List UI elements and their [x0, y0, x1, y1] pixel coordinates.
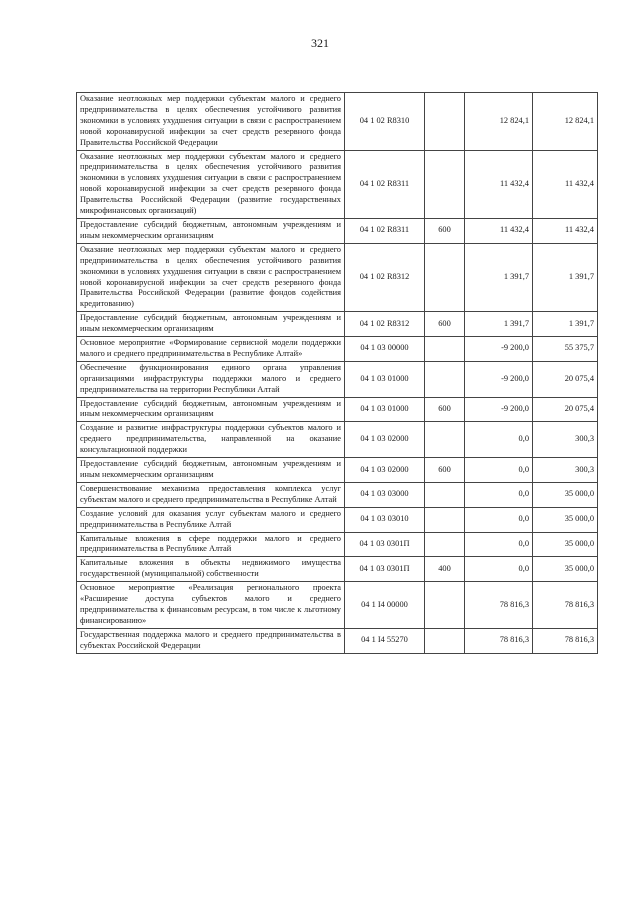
row-change-amount-cell: -9 200,0 [465, 361, 533, 397]
row-name-cell: Обеспечение функционирования единого органа управления организациями инфраструктуры поддержки малого и среднего предпринимательства на территории Республики Алтай [77, 361, 345, 397]
row-change-amount-cell: 0,0 [465, 482, 533, 507]
row-total-amount-cell: 12 824,1 [533, 93, 598, 151]
row-name-cell: Основное мероприятие «Формирование сервисной модели поддержки малого и среднего предпринимательства в Республике Алтай» [77, 337, 345, 362]
row-name-cell: Создание и развитие инфраструктуры поддержки субъектов малого и среднего предпринимательства, направленной на оказание консультационной поддержки [77, 422, 345, 458]
row-total-amount-cell: 1 391,7 [533, 243, 598, 311]
row-name-cell: Капитальные вложения в объекты недвижимого имущества государственной (муниципальной) собственности [77, 557, 345, 582]
row-name-cell: Государственная поддержка малого и среднего предпринимательства в субъектах Российской Федерации [77, 628, 345, 653]
row-name-cell: Создание условий для оказания услуг субъектам малого и среднего предпринимательства в Республике Алтай [77, 507, 345, 532]
row-expense-type-cell: 600 [425, 458, 465, 483]
row-name-cell: Предоставление субсидий бюджетным, автономным учреждениям и иным некоммерческим организациям [77, 458, 345, 483]
row-code-cell: 04 1 02 R8312 [345, 243, 425, 311]
row-expense-type-cell: 600 [425, 312, 465, 337]
row-code-cell: 04 1 03 00000 [345, 337, 425, 362]
table-row [77, 482, 598, 507]
row-expense-type-cell [425, 337, 465, 362]
row-code-cell: 04 1 03 0301П [345, 557, 425, 582]
row-name-cell: Основное мероприятие «Реализация регионального проекта «Расширение доступа субъектов малого и среднего предпринимательства к финансовым ресурсам, в том числе к льготному финансированию» [77, 582, 345, 629]
row-expense-type-cell [425, 507, 465, 532]
row-total-amount-cell: 20 075,4 [533, 361, 598, 397]
row-total-amount-cell: 55 375,7 [533, 337, 598, 362]
table-row [77, 337, 598, 362]
row-expense-type-cell [425, 482, 465, 507]
table-row [77, 582, 598, 629]
row-change-amount-cell: -9 200,0 [465, 337, 533, 362]
row-total-amount-cell: 11 432,4 [533, 150, 598, 218]
table-row [77, 93, 598, 151]
row-total-amount-cell: 11 432,4 [533, 218, 598, 243]
row-change-amount-cell: 0,0 [465, 532, 533, 557]
row-total-amount-cell: 35 000,0 [533, 482, 598, 507]
row-change-amount-cell: 78 816,3 [465, 582, 533, 629]
row-name-cell: Предоставление субсидий бюджетным, автономным учреждениям и иным некоммерческим организациям [77, 397, 345, 422]
row-code-cell: 04 1 03 03000 [345, 482, 425, 507]
page-number: 321 [311, 36, 329, 50]
row-change-amount-cell: 0,0 [465, 557, 533, 582]
row-code-cell: 04 1 I4 00000 [345, 582, 425, 629]
row-name-cell: Предоставление субсидий бюджетным, автономным учреждениям и иным некоммерческим организациям [77, 312, 345, 337]
row-change-amount-cell: 0,0 [465, 507, 533, 532]
row-total-amount-cell: 78 816,3 [533, 628, 598, 653]
row-expense-type-cell: 600 [425, 218, 465, 243]
row-change-amount-cell: -9 200,0 [465, 397, 533, 422]
budget-table-body [77, 93, 598, 654]
row-expense-type-cell [425, 422, 465, 458]
row-total-amount-cell: 1 391,7 [533, 312, 598, 337]
row-name-cell: Оказание неотложных мер поддержки субъектам малого и среднего предпринимательства в целях обеспечения устойчивого развития экономики в условиях ухудшения ситуации в связи с распространением новой коронавирусной инфекции за счет средств резервного фонда Правительства Российской Федерации (развитие государственных микрофинансовых организаций) [77, 150, 345, 218]
row-total-amount-cell: 20 075,4 [533, 397, 598, 422]
row-name-cell: Оказание неотложных мер поддержки субъектам малого и среднего предпринимательства в целях обеспечения устойчивого развития экономики в условиях ухудшения ситуации в связи с распространением новой коронавирусной инфекции за счет средств резервного фонда Правительства Российской Федерации (развитие фондов содействия кредитованию) [77, 243, 345, 311]
row-expense-type-cell [425, 150, 465, 218]
row-total-amount-cell: 300,3 [533, 422, 598, 458]
row-change-amount-cell: 11 432,4 [465, 150, 533, 218]
row-total-amount-cell: 35 000,0 [533, 507, 598, 532]
row-expense-type-cell [425, 93, 465, 151]
row-name-cell: Совершенствование механизма предоставления комплекса услуг субъектам малого и среднего предпринимательства в Республике Алтай [77, 482, 345, 507]
row-total-amount-cell: 300,3 [533, 458, 598, 483]
budget-table [76, 92, 598, 654]
table-row [77, 312, 598, 337]
row-code-cell: 04 1 02 R8311 [345, 218, 425, 243]
row-total-amount-cell: 35 000,0 [533, 557, 598, 582]
table-row [77, 397, 598, 422]
row-code-cell: 04 1 03 01000 [345, 361, 425, 397]
row-change-amount-cell: 1 391,7 [465, 312, 533, 337]
row-expense-type-cell [425, 628, 465, 653]
row-expense-type-cell: 400 [425, 557, 465, 582]
table-row [77, 458, 598, 483]
row-code-cell: 04 1 02 R8312 [345, 312, 425, 337]
row-change-amount-cell: 1 391,7 [465, 243, 533, 311]
row-change-amount-cell: 11 432,4 [465, 218, 533, 243]
table-row [77, 243, 598, 311]
row-code-cell: 04 1 I4 55270 [345, 628, 425, 653]
row-expense-type-cell [425, 243, 465, 311]
row-expense-type-cell [425, 582, 465, 629]
row-name-cell: Капитальные вложения в сфере поддержки малого и среднего предпринимательства в Республике Алтай [77, 532, 345, 557]
table-row [77, 532, 598, 557]
row-change-amount-cell: 0,0 [465, 422, 533, 458]
row-change-amount-cell: 0,0 [465, 458, 533, 483]
row-code-cell: 04 1 02 R8311 [345, 150, 425, 218]
table-row [77, 150, 598, 218]
table-row [77, 557, 598, 582]
row-code-cell: 04 1 03 02000 [345, 422, 425, 458]
row-code-cell: 04 1 03 0301П [345, 532, 425, 557]
table-row [77, 422, 598, 458]
row-name-cell: Оказание неотложных мер поддержки субъектам малого и среднего предпринимательства в целях обеспечения устойчивого развития экономики в условиях ухудшения ситуации в связи с распространением новой коронавирусной инфекции за счет средств резервного фонда Правительства Российской Федерации [77, 93, 345, 151]
row-code-cell: 04 1 03 03010 [345, 507, 425, 532]
row-expense-type-cell: 600 [425, 397, 465, 422]
row-total-amount-cell: 35 000,0 [533, 532, 598, 557]
table-row [77, 507, 598, 532]
row-expense-type-cell [425, 532, 465, 557]
row-name-cell: Предоставление субсидий бюджетным, автономным учреждениям и иным некоммерческим организациям [77, 218, 345, 243]
table-row [77, 218, 598, 243]
row-expense-type-cell [425, 361, 465, 397]
row-code-cell: 04 1 03 01000 [345, 397, 425, 422]
row-change-amount-cell: 12 824,1 [465, 93, 533, 151]
table-row [77, 361, 598, 397]
table-row [77, 628, 598, 653]
row-code-cell: 04 1 02 R8310 [345, 93, 425, 151]
row-total-amount-cell: 78 816,3 [533, 582, 598, 629]
row-code-cell: 04 1 03 02000 [345, 458, 425, 483]
row-change-amount-cell: 78 816,3 [465, 628, 533, 653]
